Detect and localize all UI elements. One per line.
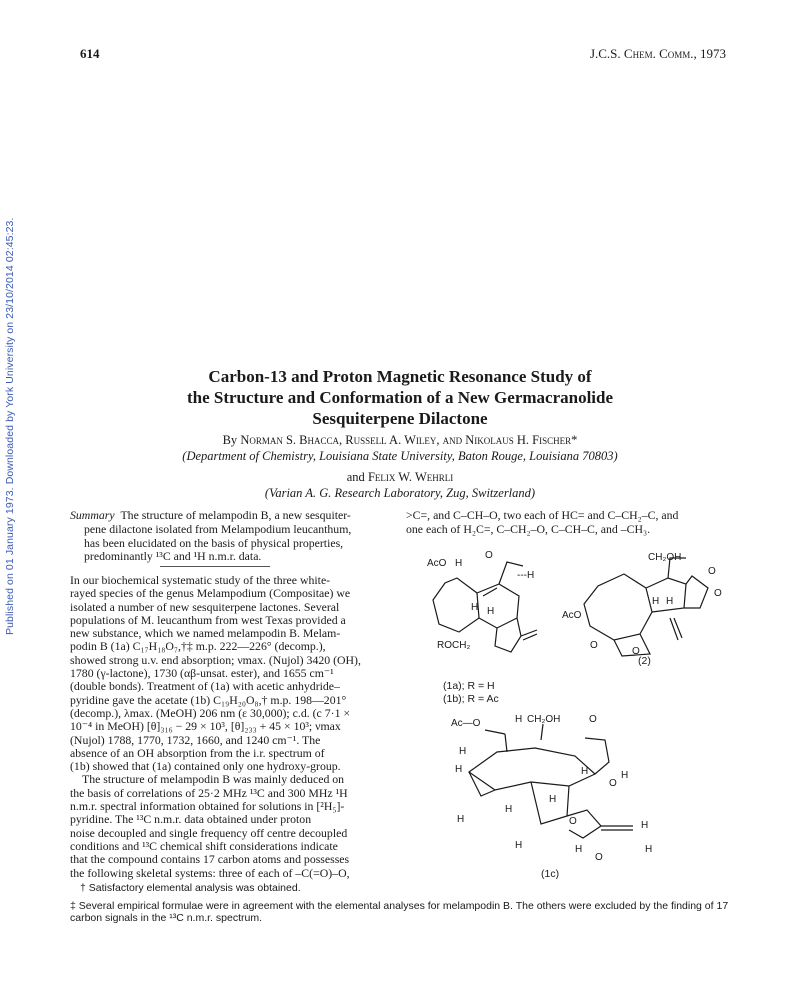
body-line: conditions and ¹³C chemical shift considerations indicate — [70, 838, 338, 853]
h-label-4: H — [487, 606, 495, 617]
body-line: (Nujol) 1788, 1770, 1732, 1660, and 1240 cm⁻¹. The — [70, 732, 321, 747]
roch2-label: ROCH₂ — [437, 640, 471, 651]
body-line: that the compound contains 17 carbon atoms and possesses — [70, 852, 350, 867]
body-line: 10⁻⁴ in MeOH) [θ]₃₁₆ − 29 × 10³, [θ]₂₃₃ + 45 × 10³; νmax — [70, 719, 341, 734]
structure-1c — [445, 712, 655, 862]
caption-1c: (1c) — [541, 868, 560, 880]
body-line: new substance, which we named melampodin B. Melam- — [70, 626, 341, 641]
author-block — [100, 432, 700, 501]
body-line: absence of an OH absorption from the i.r. spectrum of — [70, 745, 325, 760]
o-label-2: O — [714, 588, 722, 599]
o-label-3: O — [569, 816, 577, 827]
lactone-ring — [684, 576, 708, 608]
author-list-1: Norman S. Bhacca, Russell A. Wiley, and Nikolaus H. Fischer* — [240, 433, 578, 447]
body-line: isolated a number of new sesquiterpene lactones. Several — [70, 599, 340, 614]
structure-1a-1b — [425, 548, 555, 668]
exo-methylene — [670, 618, 682, 640]
body-line: (1b) showed that (1a) contained only one hydroxy-group. — [70, 759, 341, 774]
h-label-3: H — [455, 764, 463, 775]
article-title — [100, 366, 700, 429]
footnote-double-dagger: ‡ Several empirical formulae were in agreement with the elemental analyses for melampodin B. The others were excluded by the finding of 17 carbon signals in the ¹³C n.m.r. spectrum. — [70, 900, 729, 924]
h-label-2: H — [459, 746, 467, 757]
title-line-1: Carbon-13 and Proton Magnetic Resonance Study of — [208, 367, 592, 386]
h-label-2: ---H — [517, 570, 535, 581]
download-stamp: Published on 01 January 1973. Downloaded by York University on 23/10/2014 02:45:23. — [4, 217, 16, 635]
o-label: O — [485, 550, 493, 561]
h-label: H — [652, 596, 660, 607]
body-line: The structure of melampodin B was mainly deduced on — [82, 772, 345, 787]
body-line: populations of M. leucanthum from west Texas provided a — [70, 612, 346, 627]
body-line: 1780 (γ-lactone), 1730 (αβ-unsat. ester), and 1655 cm⁻¹ — [70, 666, 334, 681]
affiliation-1: (Department of Chemistry, Louisiana State University, Baton Rouge, Louisiana 70803) — [182, 449, 618, 463]
bond — [505, 734, 507, 752]
title-line-3: Sesquiterpene Dilactone — [312, 409, 488, 428]
footnote-dagger: † Satisfactory elemental analysis was obtained. — [80, 882, 301, 894]
h-label-11: H — [641, 820, 649, 831]
aco-label: AcO — [562, 610, 582, 621]
and-word: and — [346, 470, 365, 484]
ring-left-wedge — [469, 772, 495, 796]
aco-label: Ac—O — [451, 718, 481, 729]
aco-bond — [485, 730, 505, 734]
body-line: the basis of correlations of 25·2 MHz ¹³C and 300 MHz ¹H — [70, 785, 348, 800]
caption-2: (2) — [638, 655, 651, 667]
summary-divider — [160, 566, 270, 567]
body-line: podin B (1a) C₁₇H₁₈O₇,†‡ m.p. 222—226° (decomp.), — [70, 639, 326, 654]
body-line: pyridine. The ¹³C n.m.r. data obtained under proton — [70, 812, 312, 827]
ring-large — [584, 574, 652, 640]
caption-1b: (1b); R = Ac — [443, 693, 499, 705]
h-label-6: H — [621, 770, 629, 781]
body-line: showed strong u.v. end absorption; νmax. (Nujol) 3420 (OH), — [70, 652, 361, 667]
exo-methylene — [601, 826, 633, 830]
h-label: H — [455, 558, 463, 569]
body-line: the following skeletal systems: three of each of –C(=O)–O, — [70, 865, 350, 880]
body-line: In our biochemical systematic study of the three white- — [70, 573, 331, 587]
ring-middle — [477, 584, 519, 628]
body-line: pyridine gave the acetate (1b) C₁₉H₂₀O₈,† m.p. 198—201° — [70, 692, 347, 707]
aco-label: AcO — [427, 558, 447, 569]
summary-label: Summary — [70, 508, 115, 522]
summary-block — [70, 509, 395, 564]
right-column-text — [406, 509, 732, 537]
o-label-4: O — [632, 646, 640, 657]
affiliation-2: (Varian A. G. Research Laboratory, Zug, Switzerland) — [264, 486, 536, 500]
body-line: (decomp.), λmax. (MeOH) 206 nm (ε 30,000); c.d. (c 7·1 × — [70, 705, 351, 720]
author-list-2: Felix W. Wehrli — [367, 470, 454, 484]
h-label-9: H — [515, 840, 523, 851]
o-label-4: O — [595, 852, 603, 862]
body-line: n.m.r. spectral information obtained for solutions in [²H₅]- — [70, 799, 345, 814]
h-label-2: H — [666, 596, 674, 607]
ch2oh-label: CH₂OH — [527, 714, 561, 725]
h-label: H — [515, 714, 523, 725]
structure-2 — [560, 548, 730, 668]
by-word: By — [222, 433, 238, 447]
summary-line: pene dilactone isolated from Melampodium leucanthum, — [84, 521, 352, 536]
summary-line: predominantly ¹³C and ¹H n.m.r. data. — [84, 549, 262, 564]
o-label-2: O — [609, 778, 617, 789]
caption-1a: (1a); R = H — [443, 680, 495, 692]
h-label-3: H — [471, 602, 479, 613]
body-line: noise decoupled and single frequency off centre decoupled — [70, 825, 348, 840]
ch2oh-bond — [541, 724, 543, 740]
journal-header: J.C.S. Chem. Comm., 1973 — [589, 46, 726, 61]
h-label-4: H — [457, 814, 465, 825]
right-line: one each of H₂C=, C–CH₂–O, C–CH–C, and –CH₃. — [406, 521, 651, 536]
body-text — [70, 574, 395, 880]
h-label-7: H — [549, 794, 557, 805]
h-label-12: H — [645, 844, 653, 855]
o-label: O — [589, 714, 597, 725]
summary-line: has been elucidated on the basis of physical properties, — [84, 535, 344, 550]
summary-line: The structure of melampodin B, a new sesquiter- — [120, 508, 351, 522]
h-label-5: H — [581, 766, 589, 777]
exo-methylene — [521, 630, 537, 640]
h-label-8: H — [505, 804, 513, 815]
body-line: rayed species of the genus Melampodium (Compositae) we — [70, 586, 351, 601]
o-label-3: O — [590, 640, 598, 651]
body-line: (double bonds). Treatment of (1a) with acetic anhydride– — [70, 679, 340, 694]
h-label-10: H — [575, 844, 583, 855]
page-number: 614 — [80, 46, 100, 61]
o-label: O — [708, 566, 716, 577]
title-line-2: the Structure and Conformation of a New Germacranolide — [186, 388, 614, 407]
ch2oh-label: CH₂OH — [648, 552, 682, 563]
right-line: >C=, and C–CH–O, two each of HC= and C–CH₂–C, and — [406, 508, 679, 522]
